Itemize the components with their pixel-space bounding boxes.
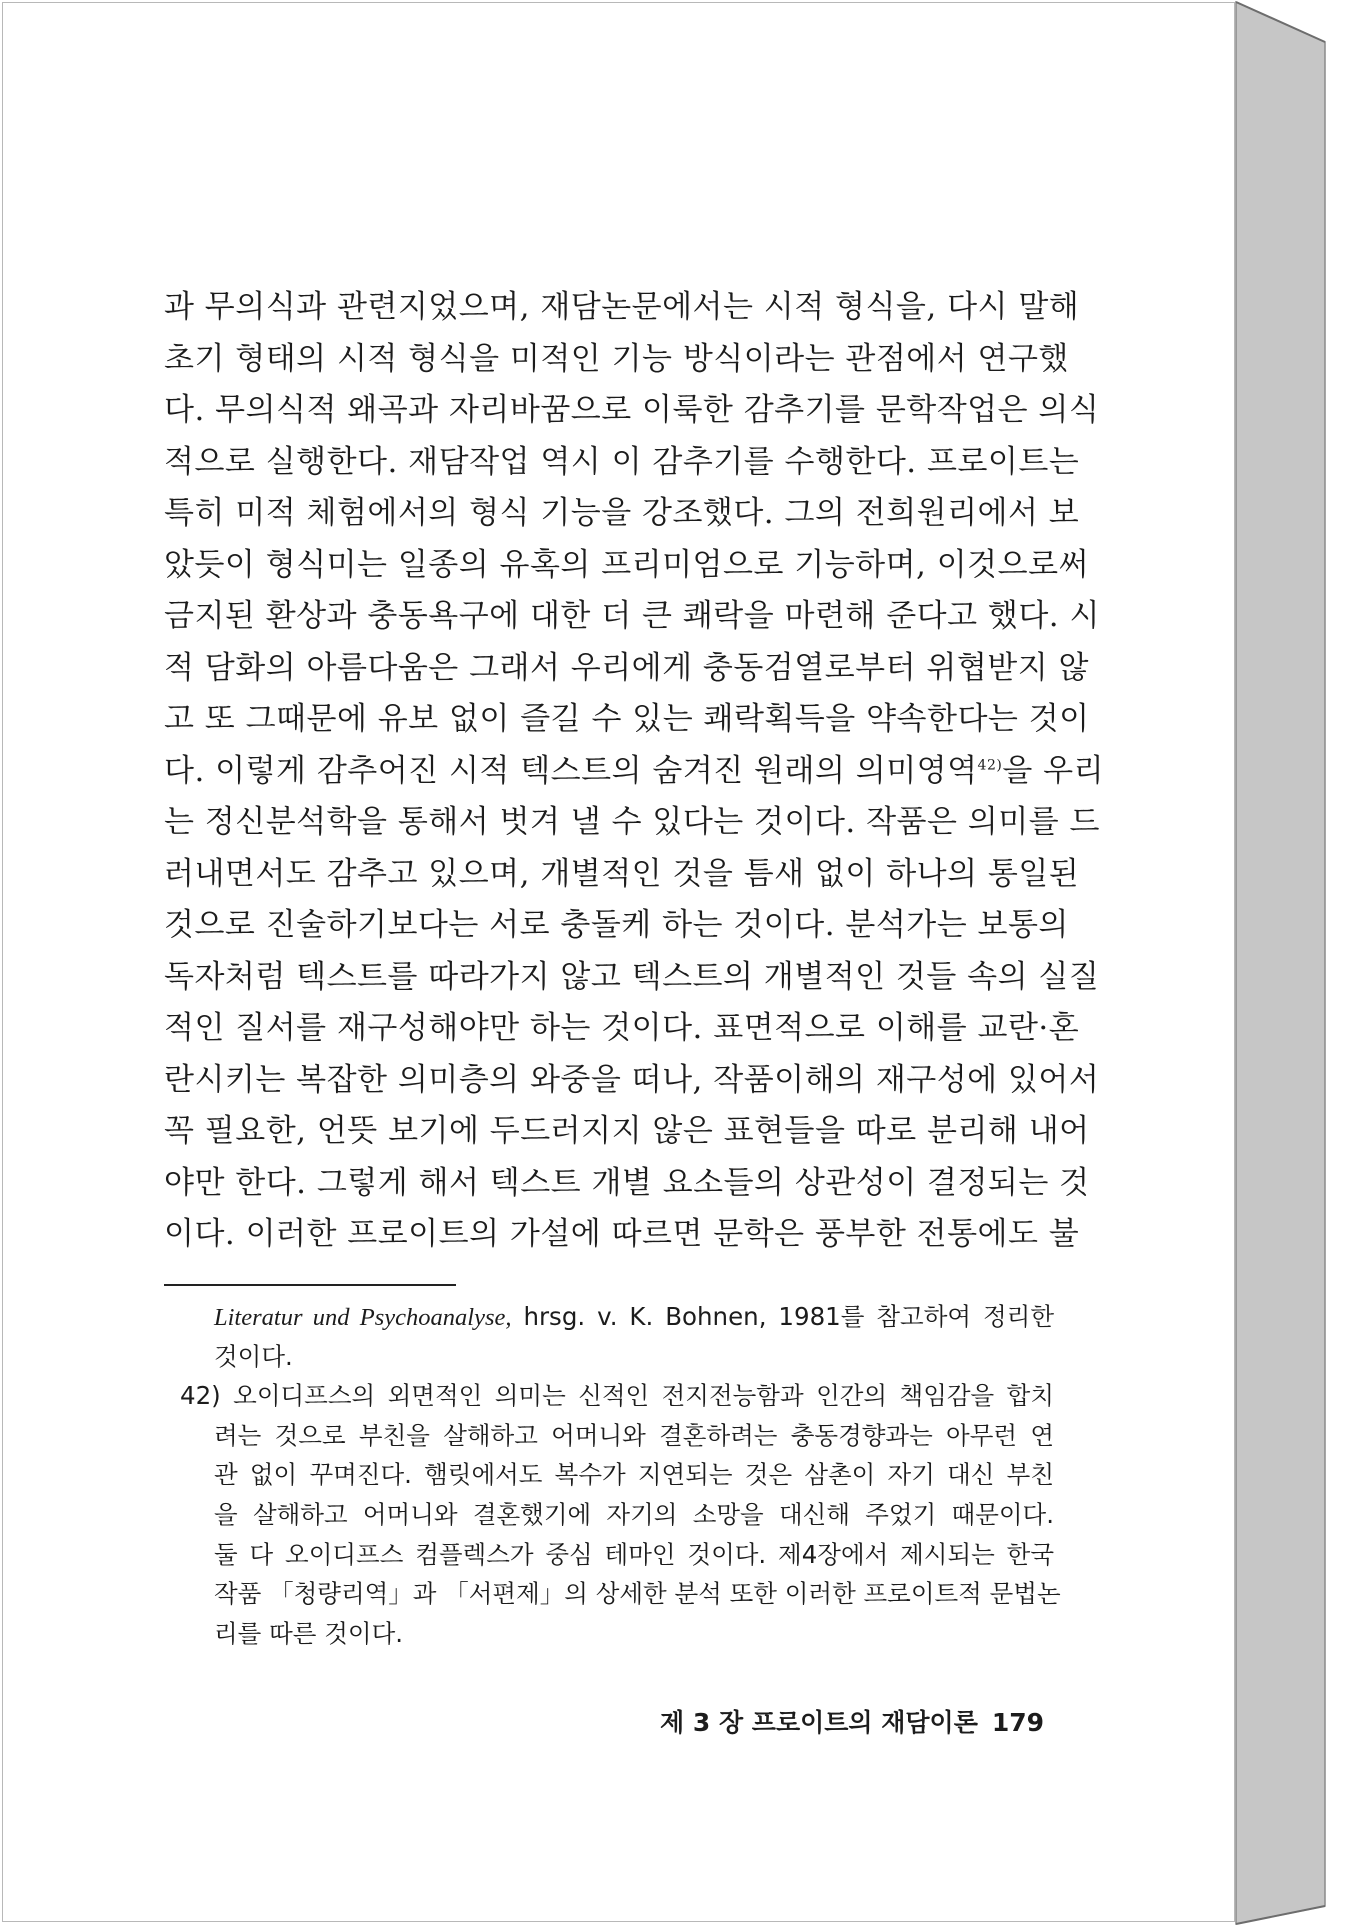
page-number: 179: [991, 1708, 1045, 1737]
body-line: 적으로 실행한다. 재담작업 역시 이 감추기를 수행한다. 프로이트는: [164, 443, 1080, 480]
body-line: 는 정신분석학을 통해서 벗겨 낼 수 있다는 것이다. 작품은 의미를 드: [164, 804, 1100, 840]
footnote-42-line: 작품 「청량리역」과 「서편제」의 상세한 분석 또한 이러한 프로이트적 문법논: [214, 1579, 1061, 1609]
footnote-42-line: 을 살해하고 어머니와 결혼했기에 자기의 소망을 대신해 주었기 때문이다.: [214, 1499, 1054, 1529]
body-line: 이다. 이러한 프로이트의 가설에 따르면 문학은 풍부한 전통에도 불: [164, 1216, 1080, 1252]
footnotes: [180, 1297, 1061, 1653]
body-line: 다. 무의식적 왜곡과 자리바꿈으로 이룩한 감추기를 문학작업은 의식: [164, 392, 1100, 428]
body-line: 특히 미적 체험에서의 형식 기능을 강조했다. 그의 전희원리에서 보: [164, 495, 1080, 531]
footnote-continuation: [180, 1297, 1054, 1337]
body-line: 꼭 필요한, 언뜻 보기에 두드러지지 않은 표현들을 따로 분리해 내어: [164, 1113, 1090, 1149]
running-footer: [660, 1703, 1045, 1739]
body-line-head: 다. 이렇게 감추어진 시적 텍스트의 숨겨진 원래의 의미영역: [164, 752, 978, 789]
footnote-42-line: 려는 것으로 부친을 살해하고 어머니와 결혼하려는 충동경향과는 아무런 연: [214, 1420, 1054, 1450]
body-line: 야만 한다. 그렇게 해서 텍스트 개별 요소들의 상관성이 결정되는 것: [164, 1164, 1090, 1201]
body-line: 러내면서도 감추고 있으며, 개별적인 것을 틈새 없이 하나의 통일된: [164, 855, 1080, 892]
body-line: 과 무의식과 관련지었으며, 재담논문에서는 시적 형식을, 다시 말해: [164, 289, 1080, 325]
footnote-42-line: 관 없이 꾸며진다. 햄릿에서도 복수가 지연되는 것은 삼촌이 자기 대신 부친: [214, 1460, 1054, 1490]
footnote-42-line: 42) 오이디프스의 외면적인 의미는 신적인 전지전능함과 인간의 책임감을 합치: [180, 1381, 1054, 1411]
body-line: 란시키는 복잡한 의미층의 와중을 떠나, 작품이해의 재구성에 있어서: [164, 1061, 1100, 1098]
chapter-title: 제 3 장 프로이트의 재담이론: [660, 1708, 978, 1737]
body-line: 초기 형태의 시적 형식을 미적인 기능 방식이라는 관점에서 연구했: [164, 340, 1069, 377]
body-line-tail: 을 우리: [1002, 752, 1105, 789]
book-title: Literatur und Psychoanalyse,: [214, 1304, 512, 1331]
body-line: 았듯이 형식미는 일종의 유혹의 프리미엄으로 기능하며, 이것으로써: [164, 546, 1089, 583]
body-line: 독자처럼 텍스트를 따라가지 않고 텍스트의 개별적인 것들 속의 실질: [164, 958, 1100, 995]
body-line: 고 또 그때문에 유보 없이 즐길 수 있는 쾌락획득을 약속한다는 것이: [164, 701, 1090, 737]
footnote-42-line: 리를 따른 것이다.: [214, 1618, 404, 1648]
footnote-text: hrsg. v. K. Bohnen, 1981를 참고하여 정리한: [511, 1302, 1054, 1331]
footnote-ref-42[interactable]: 42): [977, 757, 1003, 774]
footnote-42-line: 둘 다 오이디프스 컴플렉스가 중심 테마인 것이다. 제4장에서 제시되는 한국: [214, 1539, 1054, 1569]
body-line: 적인 질서를 재구성해야만 하는 것이다. 표면적으로 이해를 교란·혼: [164, 1010, 1080, 1046]
body-line: 것으로 진술하기보다는 서로 충돌케 하는 것이다. 분석가는 보통의: [164, 907, 1069, 943]
body-line-with-ref: [164, 746, 1105, 798]
body-text: [164, 282, 1105, 1261]
body-line: 적 담화의 아름다움은 그래서 우리에게 충동검열로부터 위협받지 않: [164, 649, 1089, 686]
footnote-separator: [164, 1284, 456, 1286]
footnote-continuation-end: 것이다.: [214, 1341, 293, 1371]
body-line: 금지된 환상과 충동욕구에 대한 더 큰 쾌락을 마련해 준다고 했다. 시: [164, 598, 1100, 634]
